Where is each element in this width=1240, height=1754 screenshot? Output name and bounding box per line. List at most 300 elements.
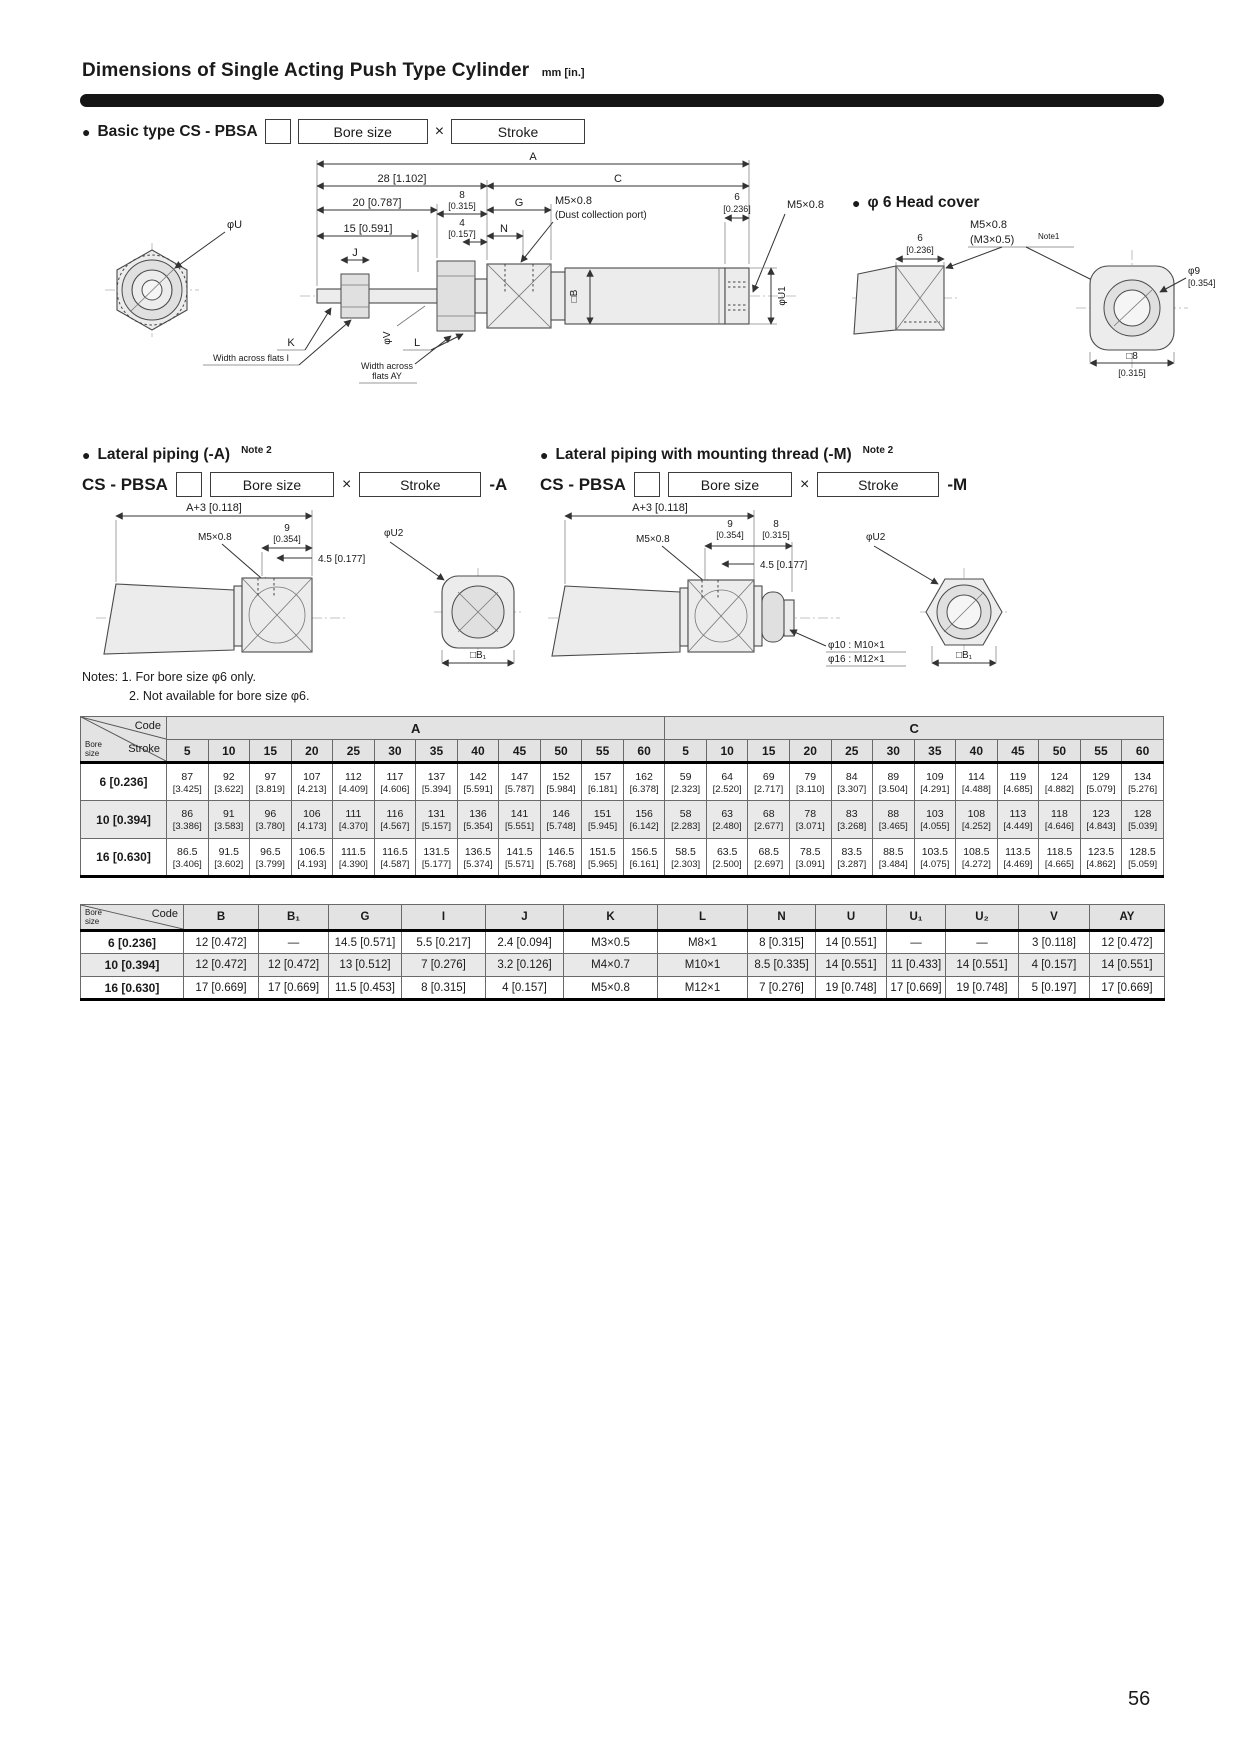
table-row: [81, 839, 1164, 877]
bore-size-box: Bore size: [210, 472, 334, 497]
mm-value: 69: [762, 770, 775, 783]
stroke-header: 55: [582, 740, 624, 763]
note2-ref: Note 2: [862, 444, 894, 456]
dia-u-label: φU: [227, 219, 243, 231]
stroke-header: 30: [374, 740, 416, 763]
mm-value: 123: [1092, 808, 1110, 821]
mm-value: 146.5: [547, 845, 575, 858]
dim-9: 9: [284, 523, 290, 534]
table-corner-header: [81, 717, 167, 763]
mm-value: 142: [469, 770, 487, 783]
thread-16-label: φ16 : M12×1: [828, 654, 885, 665]
units-label: mm [in.]: [541, 67, 585, 79]
inch-value: [5.276]: [1128, 783, 1158, 795]
dim-j: J: [352, 247, 358, 259]
dimension-cell: [167, 839, 209, 877]
inch-value: [4.390]: [338, 858, 368, 870]
inch-value: [3.465]: [878, 821, 908, 833]
port-thread-label: M5×0.8: [198, 532, 232, 543]
width-across-flats-ay-label-2: flats AY: [372, 371, 402, 381]
dimension-cell: 8 [0.315]: [748, 931, 816, 954]
inch-value: [3.071]: [795, 821, 825, 833]
mm-value: 63.5: [716, 845, 738, 858]
mm-value: 103: [926, 808, 944, 821]
head-cover-drawing: [852, 216, 1240, 381]
dimension-cell: 3.2 [0.126]: [486, 954, 564, 977]
dimension-cell: [914, 839, 956, 877]
inch-value: [2.717]: [754, 783, 784, 795]
dimension-cell: [1122, 763, 1164, 801]
dimension-cell: [665, 801, 707, 839]
bullet-icon: ●: [852, 195, 861, 211]
mm-value: 96.5: [260, 845, 281, 858]
dimension-cell: [997, 763, 1039, 801]
code-label: Code: [134, 720, 161, 732]
mm-value: 91.5: [218, 845, 240, 858]
dimension-cell: [1039, 763, 1081, 801]
dimension-cell: 8.5 [0.335]: [748, 954, 816, 977]
dimension-cell: 14 [0.551]: [946, 954, 1019, 977]
inch-value: [2.697]: [754, 858, 784, 870]
dimension-cell: 7 [0.276]: [748, 977, 816, 1000]
inch-value: [4.862]: [1086, 858, 1116, 870]
dimension-cell: [914, 801, 956, 839]
note1-ref: Note1: [1038, 232, 1060, 241]
dia-u2-label: φU2: [384, 528, 404, 539]
inch-value: [3.268]: [837, 821, 867, 833]
dust-port-label: (Dust collection port): [555, 210, 647, 221]
dimension-cell: [582, 801, 624, 839]
dimension-cell: [831, 763, 873, 801]
dimension-cell: [291, 763, 333, 801]
bore-size-label: Bore size: [85, 740, 102, 759]
dia-9-in: [0.354]: [1188, 278, 1216, 288]
dim-a3: A+3 [0.118]: [632, 502, 688, 514]
inch-value: [3.484]: [878, 858, 908, 870]
mm-value: 156: [635, 808, 653, 821]
head-cover-alt-thread-label: (M3×0.5): [970, 234, 1015, 246]
inch-value: [3.819]: [255, 783, 285, 795]
dimension-cell: [1122, 801, 1164, 839]
group-header-C: C: [665, 717, 1164, 740]
inch-value: [2.480]: [712, 821, 742, 833]
label-k: K: [287, 337, 295, 349]
dimension-cell: [250, 801, 292, 839]
dia-9-label: φ9: [1188, 266, 1201, 277]
dimension-cell: [789, 763, 831, 801]
dimension-cell: 17 [0.669]: [887, 977, 946, 1000]
mm-value: 58.5: [675, 845, 696, 858]
dimension-cell: [333, 763, 375, 801]
stroke-header: 15: [748, 740, 790, 763]
dimension-cell: 8 [0.315]: [402, 977, 486, 1000]
inch-value: [4.213]: [297, 783, 327, 795]
dia-u1-label: φU1: [777, 286, 788, 306]
dimension-cell: [208, 839, 250, 877]
stroke-header: 10: [208, 740, 250, 763]
dimension-cell: [582, 839, 624, 877]
dimension-cell: [333, 839, 375, 877]
dimension-cell: 4 [0.157]: [1019, 954, 1090, 977]
stroke-header: 60: [623, 740, 665, 763]
mm-value: 86.5: [177, 845, 198, 858]
lateral-m-model-line: [540, 472, 967, 497]
mm-value: 128: [1133, 808, 1152, 821]
mm-value: 91: [222, 808, 235, 821]
column-header-J: J: [486, 905, 564, 931]
dim-9-in: [0.354]: [716, 530, 744, 540]
mm-value: 108.5: [963, 845, 990, 858]
dimension-cell: 17 [0.669]: [1090, 977, 1165, 1000]
column-header-U: U: [816, 905, 887, 931]
dimension-cell: 11 [0.433]: [887, 954, 946, 977]
dim-n: N: [500, 223, 508, 235]
column-header-I: I: [402, 905, 486, 931]
lateral-a-model-line: [82, 472, 507, 497]
lateral-a-heading: [82, 446, 272, 464]
dimension-cell: [333, 801, 375, 839]
inch-value: [4.587]: [380, 858, 410, 870]
times-sign: ×: [799, 475, 810, 493]
note-1: Notes: 1. For bore size φ6 only.: [82, 670, 256, 684]
mm-value: 106.5: [298, 845, 325, 858]
inch-value: [6.142]: [629, 821, 659, 833]
table-row: [81, 977, 1165, 1000]
dimension-cell: [540, 763, 582, 801]
stroke-header: 45: [499, 740, 541, 763]
dim-g: G: [514, 197, 524, 209]
dim-45: 4.5 [0.177]: [760, 560, 808, 571]
inch-value: [4.665]: [1044, 858, 1074, 870]
bore-size-box: Bore size: [668, 472, 792, 497]
dimension-cell: 3 [0.118]: [1019, 931, 1090, 954]
dimension-cell: [499, 763, 541, 801]
mm-value: 108: [967, 808, 986, 821]
mm-value: 64: [721, 770, 734, 783]
dimension-cell: [250, 839, 292, 877]
dim-28: 28 [1.102]: [377, 173, 427, 185]
head-cover-heading: [852, 194, 979, 212]
dim-4: 4: [459, 218, 465, 229]
stroke-header: 5: [167, 740, 209, 763]
dimension-cell: 14 [0.551]: [1090, 954, 1165, 977]
suffix-m: -M: [947, 474, 968, 494]
stroke-header: 60: [1122, 740, 1164, 763]
cylinder-side-view: [300, 261, 797, 331]
mm-value: 107: [303, 770, 321, 783]
inch-value: [4.882]: [1044, 783, 1074, 795]
dim-8-in: [0.315]: [448, 201, 476, 211]
dimension-cell: [623, 763, 665, 801]
mm-value: 68.5: [758, 845, 779, 858]
dimension-cell: [997, 801, 1039, 839]
mm-value: 78.5: [800, 845, 821, 858]
column-header-G: G: [329, 905, 402, 931]
dimension-cell: [706, 801, 748, 839]
table-row: [81, 801, 1164, 839]
mm-value: 152: [552, 770, 570, 783]
dimension-cell: 12 [0.472]: [184, 954, 259, 977]
mm-value: 58: [679, 808, 692, 821]
dimension-cell: [623, 801, 665, 839]
dimension-cell: [416, 763, 458, 801]
stroke-box: Stroke: [359, 472, 481, 497]
mm-value: 117: [386, 770, 404, 783]
stroke-header: 50: [1039, 740, 1081, 763]
inch-value: [5.768]: [546, 858, 576, 870]
model-box-empty: [265, 119, 291, 144]
dimension-cell: 19 [0.748]: [816, 977, 887, 1000]
mm-value: 123.5: [1087, 845, 1115, 858]
inch-value: [4.449]: [1003, 821, 1033, 833]
bullet-icon: ●: [540, 447, 549, 463]
lateral-m-label: Lateral piping with mounting thread (-M): [555, 446, 852, 463]
dimension-cell: [748, 839, 790, 877]
inch-value: [3.622]: [214, 783, 244, 795]
mm-value: 96: [264, 808, 277, 821]
inch-value: [3.504]: [878, 783, 908, 795]
inch-value: [6.161]: [629, 858, 659, 870]
mm-value: 131.5: [423, 845, 450, 858]
mm-value: 124: [1050, 770, 1069, 783]
dim-a3: A+3 [0.118]: [186, 502, 242, 514]
dimension-cell: [873, 763, 915, 801]
dimension-cell: —: [887, 931, 946, 954]
dimension-cell: 17 [0.669]: [259, 977, 329, 1000]
dim-6: 6: [734, 192, 740, 203]
dimension-cell: [956, 763, 998, 801]
bore-row-header: 6 [0.236]: [81, 931, 184, 954]
model-code: CS - PBSA: [540, 474, 626, 494]
stroke-label: Stroke: [128, 743, 160, 755]
dimension-cell: [582, 763, 624, 801]
inch-value: [3.287]: [837, 858, 867, 870]
dimension-cell: [956, 839, 998, 877]
inch-value: [4.291]: [920, 783, 950, 795]
dimension-cell: [1122, 839, 1164, 877]
stroke-header: 10: [706, 740, 748, 763]
stroke-header: 5: [665, 740, 707, 763]
mm-value: 118.5: [1046, 845, 1073, 858]
dim-20: 20 [0.787]: [352, 197, 402, 209]
dimension-cell: 12 [0.472]: [184, 931, 259, 954]
inch-value: [3.425]: [172, 783, 202, 795]
inch-value: [5.157]: [421, 821, 451, 833]
dimension-cell: [748, 763, 790, 801]
title-rule: [80, 94, 1164, 107]
dimension-cell: 2.4 [0.094]: [486, 931, 564, 954]
dimension-cell: 14 [0.551]: [816, 954, 887, 977]
mm-value: 136: [469, 808, 487, 821]
inch-value: [4.488]: [961, 783, 991, 795]
lateral-m-drawing: [540, 500, 1018, 672]
dimension-cell: [1080, 763, 1122, 801]
stroke-box: Stroke: [817, 472, 939, 497]
mm-value: 146: [552, 808, 570, 821]
inch-value: [5.571]: [504, 858, 535, 870]
dimension-cell: [873, 801, 915, 839]
mm-value: 157: [593, 770, 612, 783]
bullet-icon: ●: [82, 447, 91, 463]
inch-value: [5.591]: [463, 783, 493, 795]
inch-value: [4.370]: [338, 821, 368, 833]
note2-ref: Note 2: [241, 444, 272, 456]
inch-value: [4.055]: [920, 821, 950, 833]
inch-value: [5.374]: [463, 858, 493, 870]
stroke-header: 35: [914, 740, 956, 763]
square-b1-label: □B₁: [955, 650, 973, 661]
dimension-cell: [1039, 801, 1081, 839]
inch-value: [6.378]: [629, 783, 659, 795]
head-thread-label: M5×0.8: [787, 199, 824, 211]
dimension-cell: [416, 801, 458, 839]
inch-value: [4.075]: [920, 858, 950, 870]
mm-value: 78: [804, 808, 817, 821]
dimension-cell: 17 [0.669]: [184, 977, 259, 1000]
mm-value: 114: [967, 770, 985, 783]
dimension-cell: M4×0.7: [564, 954, 658, 977]
inch-value: [4.272]: [961, 858, 991, 870]
inch-value: [2.283]: [671, 821, 701, 833]
dimension-cell: [665, 763, 707, 801]
bore-row-header: 16 [0.630]: [81, 977, 184, 1000]
notes-block: [82, 668, 309, 707]
dimension-cell: 19 [0.748]: [946, 977, 1019, 1000]
dimension-cell: 14 [0.551]: [816, 931, 887, 954]
mm-value: 112: [345, 770, 362, 783]
inch-value: [4.173]: [297, 821, 327, 833]
inch-value: [4.567]: [380, 821, 410, 833]
table-row: [81, 763, 1164, 801]
inch-value: [6.181]: [588, 783, 618, 795]
mm-value: 119: [1009, 770, 1027, 783]
square-b-label: □B: [569, 289, 580, 303]
inch-value: [5.965]: [588, 858, 618, 870]
dim-45: 4.5 [0.177]: [318, 554, 366, 565]
dimension-cell: [956, 801, 998, 839]
inch-value: [4.469]: [1003, 858, 1033, 870]
dim-9: 9: [727, 519, 733, 530]
dimension-cell: M5×0.8: [564, 977, 658, 1000]
model-code: CS - PBSA: [82, 474, 168, 494]
width-across-flats-ay-label-1: Width across: [360, 361, 414, 371]
stroke-header: 30: [873, 740, 915, 763]
page-title: Dimensions of Single Acting Push Type Cylinder: [82, 60, 530, 81]
header-row: [81, 905, 1165, 931]
inch-value: [3.583]: [214, 821, 244, 833]
stroke-header: 40: [457, 740, 499, 763]
head-cover-side-view: [852, 266, 958, 334]
mm-value: 88: [887, 808, 900, 821]
column-header-AY: AY: [1090, 905, 1165, 931]
inch-value: [2.677]: [754, 821, 784, 833]
dimension-cell: [831, 801, 873, 839]
model-box-empty: [634, 472, 660, 497]
dimension-cell: M3×0.5: [564, 931, 658, 954]
mm-value: 141.5: [506, 845, 533, 858]
mm-value: 151.5: [589, 845, 616, 858]
mm-value: 103.5: [921, 845, 948, 858]
head-cover-label: φ 6 Head cover: [867, 194, 980, 211]
inch-value: [5.945]: [588, 821, 618, 833]
inch-value: [3.091]: [795, 858, 825, 870]
mm-value: 131: [427, 808, 446, 821]
dimension-cell: —: [259, 931, 329, 954]
dimension-cell: [291, 839, 333, 877]
dim-8-in: [0.315]: [762, 530, 790, 540]
mm-value: 109: [926, 770, 944, 783]
dimension-cell: M12×1: [658, 977, 748, 1000]
dimension-cell: [499, 801, 541, 839]
column-header-N: N: [748, 905, 816, 931]
inch-value: [4.606]: [380, 783, 410, 795]
bore-size-box: Bore size: [298, 119, 428, 144]
dimension-cell: [831, 839, 873, 877]
dimension-cell: 11.5 [0.453]: [329, 977, 402, 1000]
inch-value: [3.602]: [214, 858, 244, 870]
stroke-header-row: [81, 740, 1164, 763]
inch-value: [4.409]: [338, 783, 368, 795]
dim-a: A: [529, 151, 537, 163]
stroke-header: 35: [416, 740, 458, 763]
dimension-cell: [997, 839, 1039, 877]
dia-u2-label: φU2: [866, 532, 886, 543]
square-b1-label: □B₁: [469, 650, 487, 661]
dimension-cell: [457, 763, 499, 801]
mm-value: 106: [303, 808, 321, 821]
column-header-B₁: B₁: [259, 905, 329, 931]
column-header-B: B: [184, 905, 259, 931]
dimension-cell: [1080, 839, 1122, 877]
lateral-a-drawing: [86, 500, 531, 672]
dimension-cell: 4 [0.157]: [486, 977, 564, 1000]
head-cover-thread-label: M5×0.8: [970, 219, 1007, 231]
dim-8: 8: [773, 519, 779, 530]
model-box-empty: [176, 472, 202, 497]
table-body: [81, 931, 1165, 1000]
dimension-cell: [374, 839, 416, 877]
dimension-cell: M8×1: [658, 931, 748, 954]
inch-value: [5.551]: [504, 821, 535, 833]
times-sign: ×: [434, 122, 445, 140]
dimension-cell: [914, 763, 956, 801]
width-across-flats-i-label: Width across flats I: [212, 353, 290, 363]
mm-value: 134: [1133, 770, 1152, 783]
inch-value: [3.406]: [172, 858, 202, 870]
dimension-cell: [540, 839, 582, 877]
lateral-a-label: Lateral piping (-A): [97, 446, 231, 463]
mm-value: 151: [593, 808, 612, 821]
dimension-cell: 12 [0.472]: [1090, 931, 1165, 954]
dimension-cell: [706, 839, 748, 877]
mm-value: 116: [386, 808, 404, 821]
dust-port-thread-label: M5×0.8: [555, 195, 592, 207]
inch-value: [2.500]: [712, 858, 742, 870]
mm-value: 113.5: [1005, 845, 1031, 858]
inch-value: [2.323]: [671, 783, 701, 795]
page-number: 56: [1128, 1688, 1151, 1710]
table-head: [81, 905, 1165, 931]
header-row: [81, 717, 1164, 740]
dimension-cell: [499, 839, 541, 877]
dimension-cell: [665, 839, 707, 877]
mm-value: 86: [181, 808, 194, 821]
bore-row-header: 6 [0.236]: [81, 763, 167, 801]
mm-value: 129: [1092, 770, 1110, 783]
column-header-U₁: U₁: [887, 905, 946, 931]
mm-value: 97: [264, 770, 277, 783]
times-sign: ×: [341, 475, 352, 493]
